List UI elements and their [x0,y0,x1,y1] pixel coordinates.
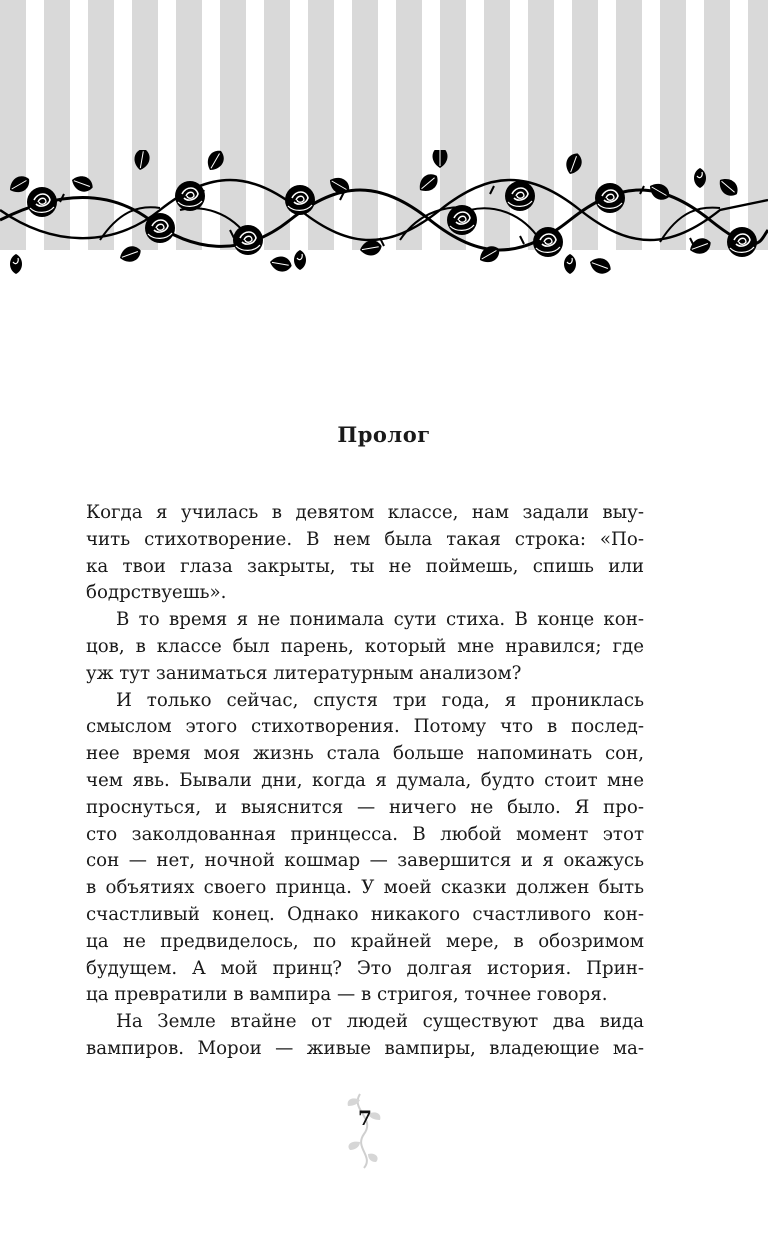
text-line: нее время моя жизнь стала больше напоминать сон, [86,743,644,765]
text-line: ца превратили в вампира — в стригоя, точнее говоря. [86,984,608,1006]
text-line: чем явь. Бывали дни, когда я думала, будто стоит мне [86,769,644,791]
text-line: бодрствуешь». [86,582,227,604]
text-line: в объятиях своего принца. У моей сказки должен быть [86,877,644,899]
text-line: сон — нет, ночной кошмар — завершится и я окажусь [86,850,644,872]
small-vine-ornament [330,1090,400,1170]
text-line: вампиров. Морои — живые вампиры, владеющие ма- [86,1037,644,1059]
rose-vine-ornament [0,150,768,290]
paragraph [86,500,644,607]
body-text [86,500,644,1063]
paragraph [86,688,644,1010]
text-line: ца не предвиделось, по крайней мере, в обозримом [86,930,644,952]
text-line: На Земле втайне от людей существуют два вида [116,1011,644,1033]
text-line: будущем. А мой принц? Это долгая история. Прин- [86,957,644,979]
text-line: И только сейчас, спустя три года, я прониклась [116,689,644,711]
text-line: счастливый конец. Однако никакого счастливого кон- [86,903,644,925]
text-line: цов, в классе был парень, который мне нравился; где [86,635,644,657]
paragraph [86,1009,644,1063]
text-line: уж тут заниматься литературным анализом? [86,662,522,684]
page-footer [330,1090,400,1170]
text-line: чить стихотворение. В нем была такая строка: «По- [86,528,644,550]
text-line: ка твои глаза закрыты, ты не поймешь, спишь или [86,555,644,577]
text-line: сто заколдованная принцесса. В любой момент этот [86,823,644,845]
page-number: 7 [358,1106,372,1130]
text-line: Когда я училась в девятом классе, нам задали выу- [86,502,644,523]
paragraph [86,607,644,687]
text-line: В то время я не понимала сути стиха. В конце кон- [116,609,644,631]
text-line: смыслом этого стихотворения. Потому что в послед- [86,716,644,738]
chapter-title: Пролог [337,422,431,447]
text-line: проснуться, и выяснится — ничего не было. Я про- [86,796,644,818]
